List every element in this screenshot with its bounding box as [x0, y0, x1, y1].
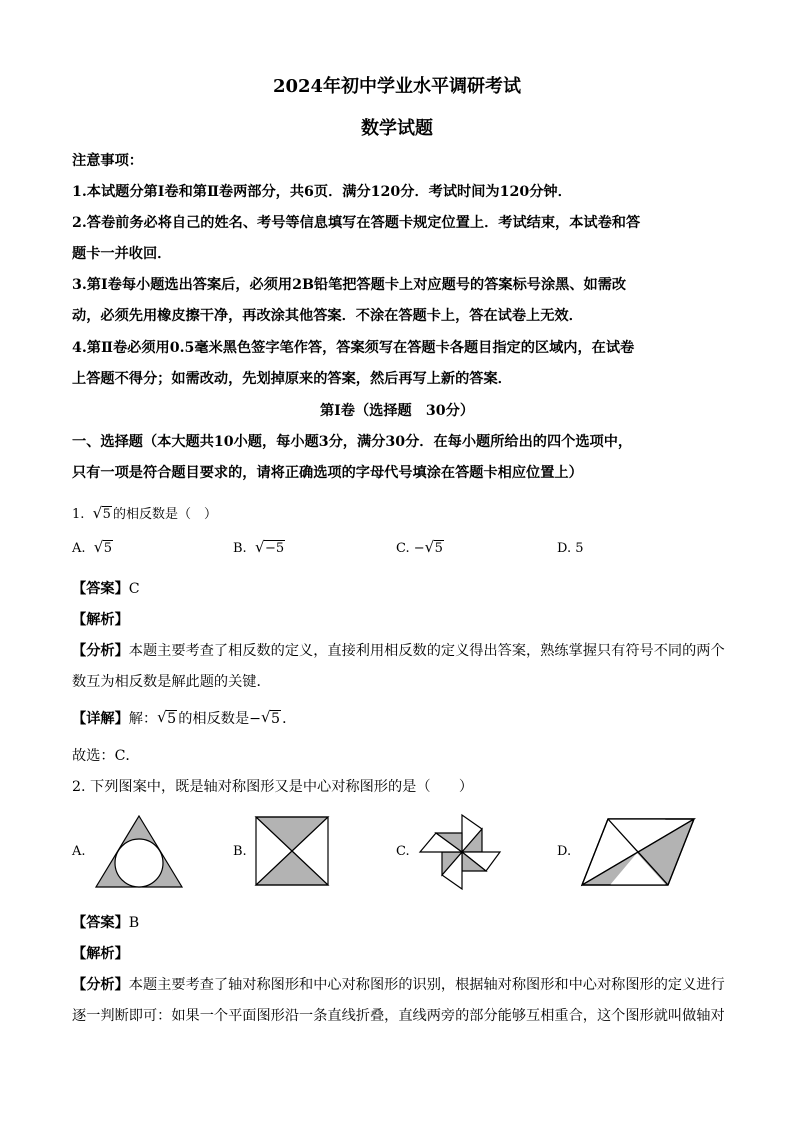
notice-line: 上答题不得分；如需改动，先划掉原来的答案，然后再写上新的答案．	[72, 371, 512, 387]
q2-fenxi-cont: 逐一判断即可：如果一个平面图形沿一条直线折叠，直线两旁的部分能够互相重合，这个图形就叫做轴对	[72, 1008, 725, 1024]
q1-fenxi: 【分析】本题主要考查了相反数的定义，直接利用相反数的定义得出答案，熟练掌握只有符号不同的两个	[72, 643, 725, 659]
q2-analysis-tag: 【解析】	[72, 946, 129, 962]
notice-line: 1.本试题分第Ⅰ卷和第Ⅱ卷两部分，共6页．满分120分．考试时间为120分钟．	[72, 184, 572, 200]
q1-choose: 故选：C．	[72, 748, 140, 764]
q2-option-a-label: A.	[72, 844, 86, 859]
pinwheel-figure	[418, 813, 502, 891]
q1-option-b: B. √ −5	[233, 538, 285, 556]
q1-option-c: C. − √ 5	[396, 538, 443, 556]
square-diagonals-figure	[254, 815, 330, 887]
q1-option-a: A. √ 5	[72, 538, 113, 556]
section-heading: 只有一项是符合题目要求的，请将正确选项的字母代号填涂在答题卡相应位置上）	[72, 465, 583, 481]
question-1-stem: 1. √ 5 的相反数是（ ）	[72, 504, 217, 522]
notice-line: 3.第Ⅰ卷每小题选出答案后，必须用2B铅笔把答题卡上对应题号的答案标号涂黑、如需改	[72, 277, 627, 293]
question-2-stem: 2. 下列图案中，既是轴对称图形又是中心对称图形的是（ ）	[72, 779, 474, 795]
q1-detail: 【详解】解： √ 5 的相反数是− √ 5 ．	[72, 708, 297, 727]
page-subtitle: 数学试题	[361, 118, 433, 139]
q2-answer: 【答案】B	[72, 915, 140, 931]
triangle-circle-figure	[94, 815, 184, 889]
notice-line: 动，必须先用橡皮擦干净，再改涂其他答案．不涂在答题卡上，答在试卷上无效．	[72, 308, 583, 324]
q2-option-d-label: D.	[557, 844, 572, 859]
q2-option-b-label: B.	[233, 844, 247, 859]
notice-line: 2.答卷前务必将自己的姓名、考号等信息填写在答题卡规定位置上．考试结束，本试卷和答	[72, 215, 641, 231]
q1-answer: 【答案】C	[72, 581, 140, 597]
notice-heading: 注意事项：	[72, 153, 143, 169]
section-heading: 一、选择题（本大题共10小题，每小题3分，满分30分．在每小题所给出的四个选项中，	[72, 434, 633, 450]
q1-option-d: D. 5	[557, 541, 584, 556]
parallelogram-figure	[580, 817, 696, 887]
page-title: 2024年初中学业水平调研考试	[272, 76, 522, 97]
part1-heading: 第Ⅰ卷（选择题 30分）	[319, 403, 475, 419]
notice-line: 4.第Ⅱ卷必须用0.5毫米黑色签字笔作答，答案须写在答题卡各题目指定的区域内，在试卷	[72, 340, 635, 356]
q2-option-c-label: C.	[396, 844, 410, 859]
notice-line: 题卡一并收回．	[72, 246, 172, 262]
q1-fenxi-cont: 数互为相反数是解此题的关键．	[72, 674, 271, 690]
q1-analysis-tag: 【解析】	[72, 612, 129, 628]
sqrt-expression: √ 5	[92, 504, 111, 522]
q2-fenxi: 【分析】本题主要考查了轴对称图形和中心对称图形的识别，根据轴对称图形和中心对称图形的定义进行	[72, 977, 725, 993]
